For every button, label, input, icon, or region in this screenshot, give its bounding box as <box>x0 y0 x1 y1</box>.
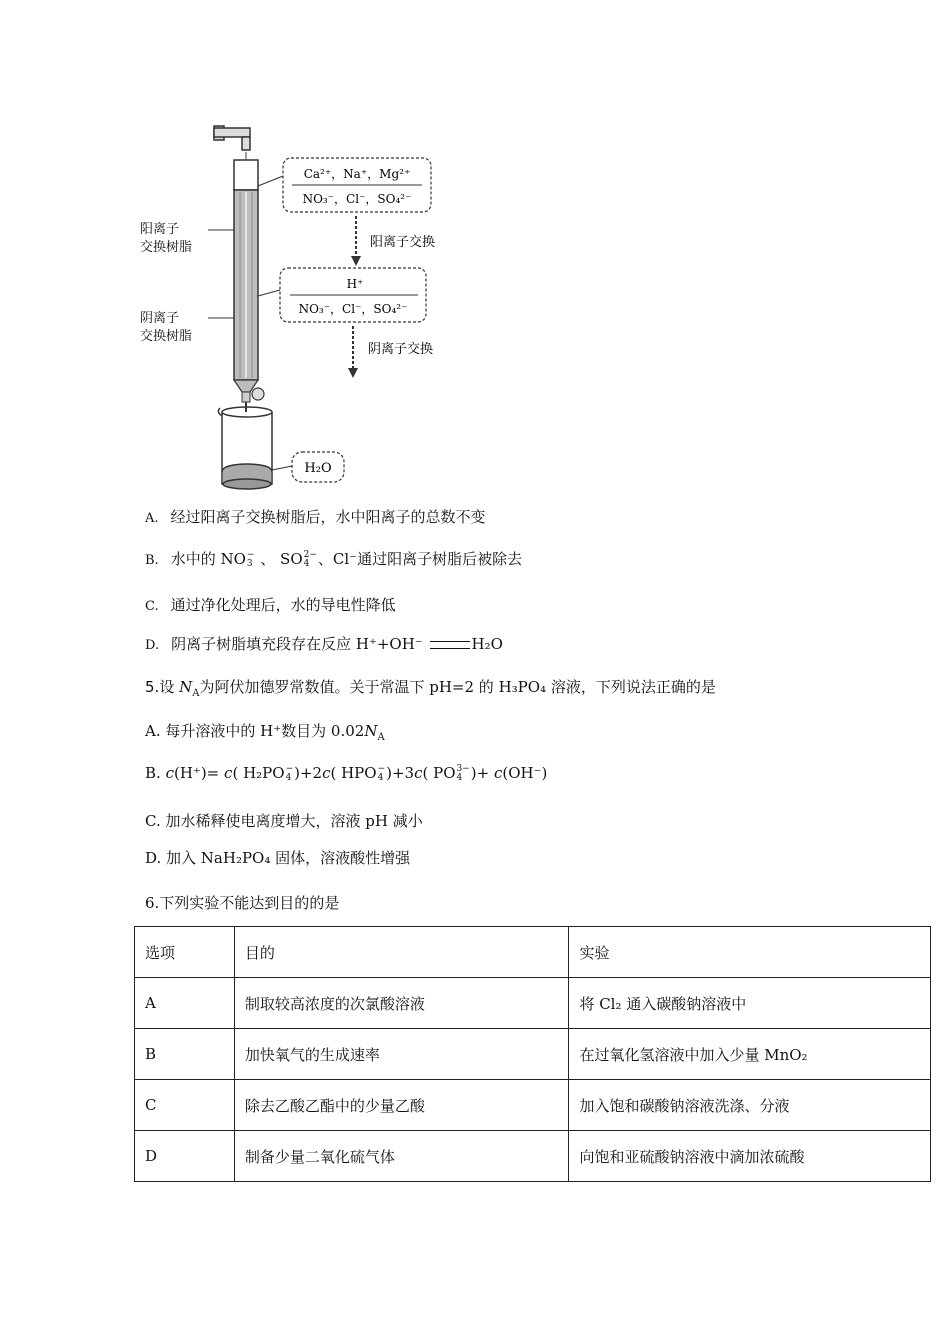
beaker-label <box>272 452 344 482</box>
beaker <box>218 407 272 489</box>
svg-text:NO₃⁻，Cl⁻，SO₄²⁻: NO₃⁻，Cl⁻，SO₄²⁻ <box>298 302 408 316</box>
q4-option-b: B. 水中的 NO− 3 、 SO2− 4 、Cl⁻通过阳离子树脂后被除去 <box>145 550 523 569</box>
table-header-row <box>135 927 931 978</box>
table-cell: D <box>135 1131 235 1182</box>
table-cell: B <box>135 1029 235 1080</box>
table-cell: 制取较高浓度的次氯酸溶液 <box>234 978 569 1029</box>
ion-exchange-figure <box>0 0 950 500</box>
arrow-down-icon <box>348 326 358 378</box>
arrow1-label: 阳离子交换 <box>370 235 436 250</box>
table-cell: C <box>135 1080 235 1131</box>
q5-option-c: C. 加水稀释使电离度增大，溶液 pH 减小 <box>145 812 423 830</box>
arrow2-label: 阴离子交换 <box>368 342 434 357</box>
anion-resin-label <box>140 311 192 344</box>
q5-option-a: A. 每升溶液中的 H⁺数目为 $0.02N_A$ <box>145 722 385 743</box>
table-cell: A <box>135 978 235 1029</box>
svg-text:阴离子: 阴离子 <box>140 311 180 326</box>
table-header-cell: 选项 <box>135 927 235 978</box>
table-cell: 加快氧气的生成速率 <box>234 1029 569 1080</box>
q4-option-a: A. 经过阳离子交换树脂后，水中阳离子的总数不变 <box>145 508 486 526</box>
svg-text:H⁺: H⁺ <box>346 277 364 291</box>
arrow-down-icon <box>351 216 361 266</box>
svg-text:Ca²⁺，Na⁺，Mg²⁺: Ca²⁺，Na⁺，Mg²⁺ <box>303 167 411 181</box>
experiment-table <box>134 926 931 1182</box>
q6-stem: 6.下列实验不能达到目的的是 <box>145 894 340 912</box>
table-cell: 向饱和亚硫酸钠溶液中滴加浓硫酸 <box>569 1131 931 1182</box>
table-cell: 将 Cl₂ 通入碳酸钠溶液中 <box>569 978 931 1029</box>
ion-box-1 <box>258 158 431 212</box>
table-row <box>135 1029 931 1080</box>
q4-option-d: D. 阴离子树脂填充段存在反应 H⁺+OH⁻ H₂O <box>145 635 503 653</box>
q5-stem: 5.设 $N_A$为阿伏加德罗常数值。关于常温下 pH=2 的 H₃PO₄ 溶液，下列说法正确的是 <box>145 678 716 699</box>
table-header-cell: 目的 <box>234 927 569 978</box>
table-row <box>135 1131 931 1182</box>
sulfate-ion: SO2− 4 <box>280 550 317 569</box>
table-cell: 除去乙酸乙酯中的少量乙酸 <box>234 1080 569 1131</box>
table-header-cell: 实验 <box>569 927 931 978</box>
svg-text:交换树脂: 交换树脂 <box>140 240 193 255</box>
svg-text:阳离子: 阳离子 <box>140 222 180 237</box>
cation-resin-label <box>140 222 192 255</box>
faucet-icon <box>214 126 250 150</box>
nitrate-ion: NO− 3 <box>220 550 255 569</box>
q4-option-c: C. 通过净化处理后，水的导电性降低 <box>145 596 396 614</box>
svg-text:交换树脂: 交换树脂 <box>140 329 193 344</box>
table-row <box>135 978 931 1029</box>
svg-text:H₂O: H₂O <box>304 461 332 476</box>
reaction-equals-sign <box>430 641 470 649</box>
q5-option-d: D. 加入 NaH₂PO₄ 固体，溶液酸性增强 <box>145 849 411 867</box>
ion-box-2 <box>258 268 426 322</box>
table-cell: 加入饱和碳酸钠溶液洗涤、分液 <box>569 1080 931 1131</box>
table-cell: 在过氧化氢溶液中加入少量 MnO₂ <box>569 1029 931 1080</box>
svg-text:NO₃⁻，Cl⁻，SO₄²⁻: NO₃⁻，Cl⁻，SO₄²⁻ <box>302 192 412 206</box>
table-row <box>135 1080 931 1131</box>
table-cell: 制备少量二氧化硫气体 <box>234 1131 569 1182</box>
q5-option-b: B. c(H⁺)= c( H₂PO− 4 )+2c( HPO− 4 )+3c( PO3− 4 )+ c(OH⁻) <box>145 764 548 783</box>
